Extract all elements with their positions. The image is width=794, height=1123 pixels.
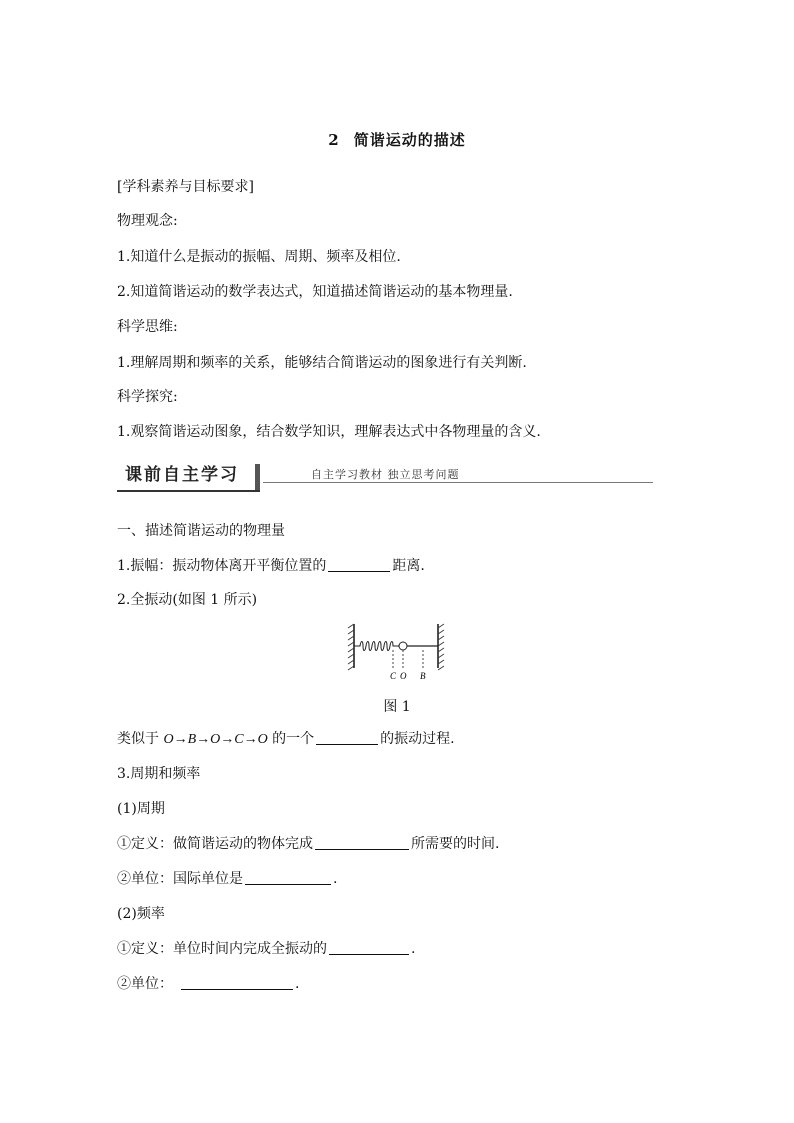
banner-label: 课前自主学习 (117, 462, 255, 488)
full-vibration-line: 2.全振动(如图 1 所示) (117, 592, 258, 608)
amplitude-line: 1.振幅：振动物体离开平衡位置的 距离. (117, 558, 425, 574)
similar-line: 类似于 O→B→O→C→O 的一个 的振动过程. (117, 731, 455, 747)
thinking-label: 科学思维: (117, 319, 178, 335)
spring-figure (346, 620, 446, 682)
vibration-path: O→B→O→C→O (163, 732, 268, 747)
right-wall (438, 624, 444, 670)
label-c: C (390, 671, 397, 681)
frequency-unit: ②单位： . (117, 976, 300, 992)
full-vibration-blank[interactable] (316, 730, 378, 745)
period-heading: (1)周期 (117, 801, 165, 817)
period-unit-blank[interactable] (245, 870, 331, 885)
title-number: 2 (328, 131, 340, 149)
objectives-heading: [学科素养与目标要求] (117, 179, 254, 195)
banner-bar (255, 464, 260, 490)
period-unit: ②单位：国际单位是 . (117, 871, 338, 887)
left-wall (348, 624, 354, 670)
frequency-heading: (2)频率 (117, 906, 165, 922)
period-definition-blank[interactable] (315, 835, 409, 850)
concept-item-1: 1.知道什么是振动的振幅、周期、频率及相位. (117, 249, 401, 265)
title-text: 简谐运动的描述 (353, 131, 466, 149)
section-heading: 一、描述简谐运动的物理量 (117, 523, 285, 539)
banner-rule (263, 482, 653, 483)
label-b: B (420, 671, 426, 681)
frequency-unit-blank[interactable] (181, 975, 293, 990)
banner-underline (117, 490, 260, 492)
label-o: O (400, 671, 407, 681)
inquiry-item-1: 1.观察简谐运动图象，结合数学知识，理解表达式中各物理量的含义. (117, 424, 541, 440)
period-frequency-heading: 3.周期和频率 (117, 766, 201, 782)
frequency-definition: ①定义：单位时间内完成全振动的 . (117, 941, 416, 957)
page-title (0, 129, 794, 150)
frequency-definition-blank[interactable] (329, 940, 409, 955)
period-definition: ①定义：做简谐运动的物体完成 所需要的时间. (117, 836, 500, 852)
concept-label: 物理观念: (117, 213, 178, 229)
amplitude-blank[interactable] (328, 557, 390, 572)
banner-subtitle: 自主学习教材 独立思考问题 (311, 468, 460, 481)
thinking-item-1: 1.理解周期和频率的关系，能够结合简谐运动的图象进行有关判断. (117, 355, 527, 371)
spring (354, 642, 398, 651)
figure-caption: 图 1 (383, 699, 411, 715)
concept-item-2: 2.知道简谐运动的数学表达式，知道描述简谐运动的基本物理量. (117, 284, 513, 300)
ball (399, 642, 407, 650)
section-banner (117, 462, 653, 492)
inquiry-label: 科学探究: (117, 389, 178, 405)
